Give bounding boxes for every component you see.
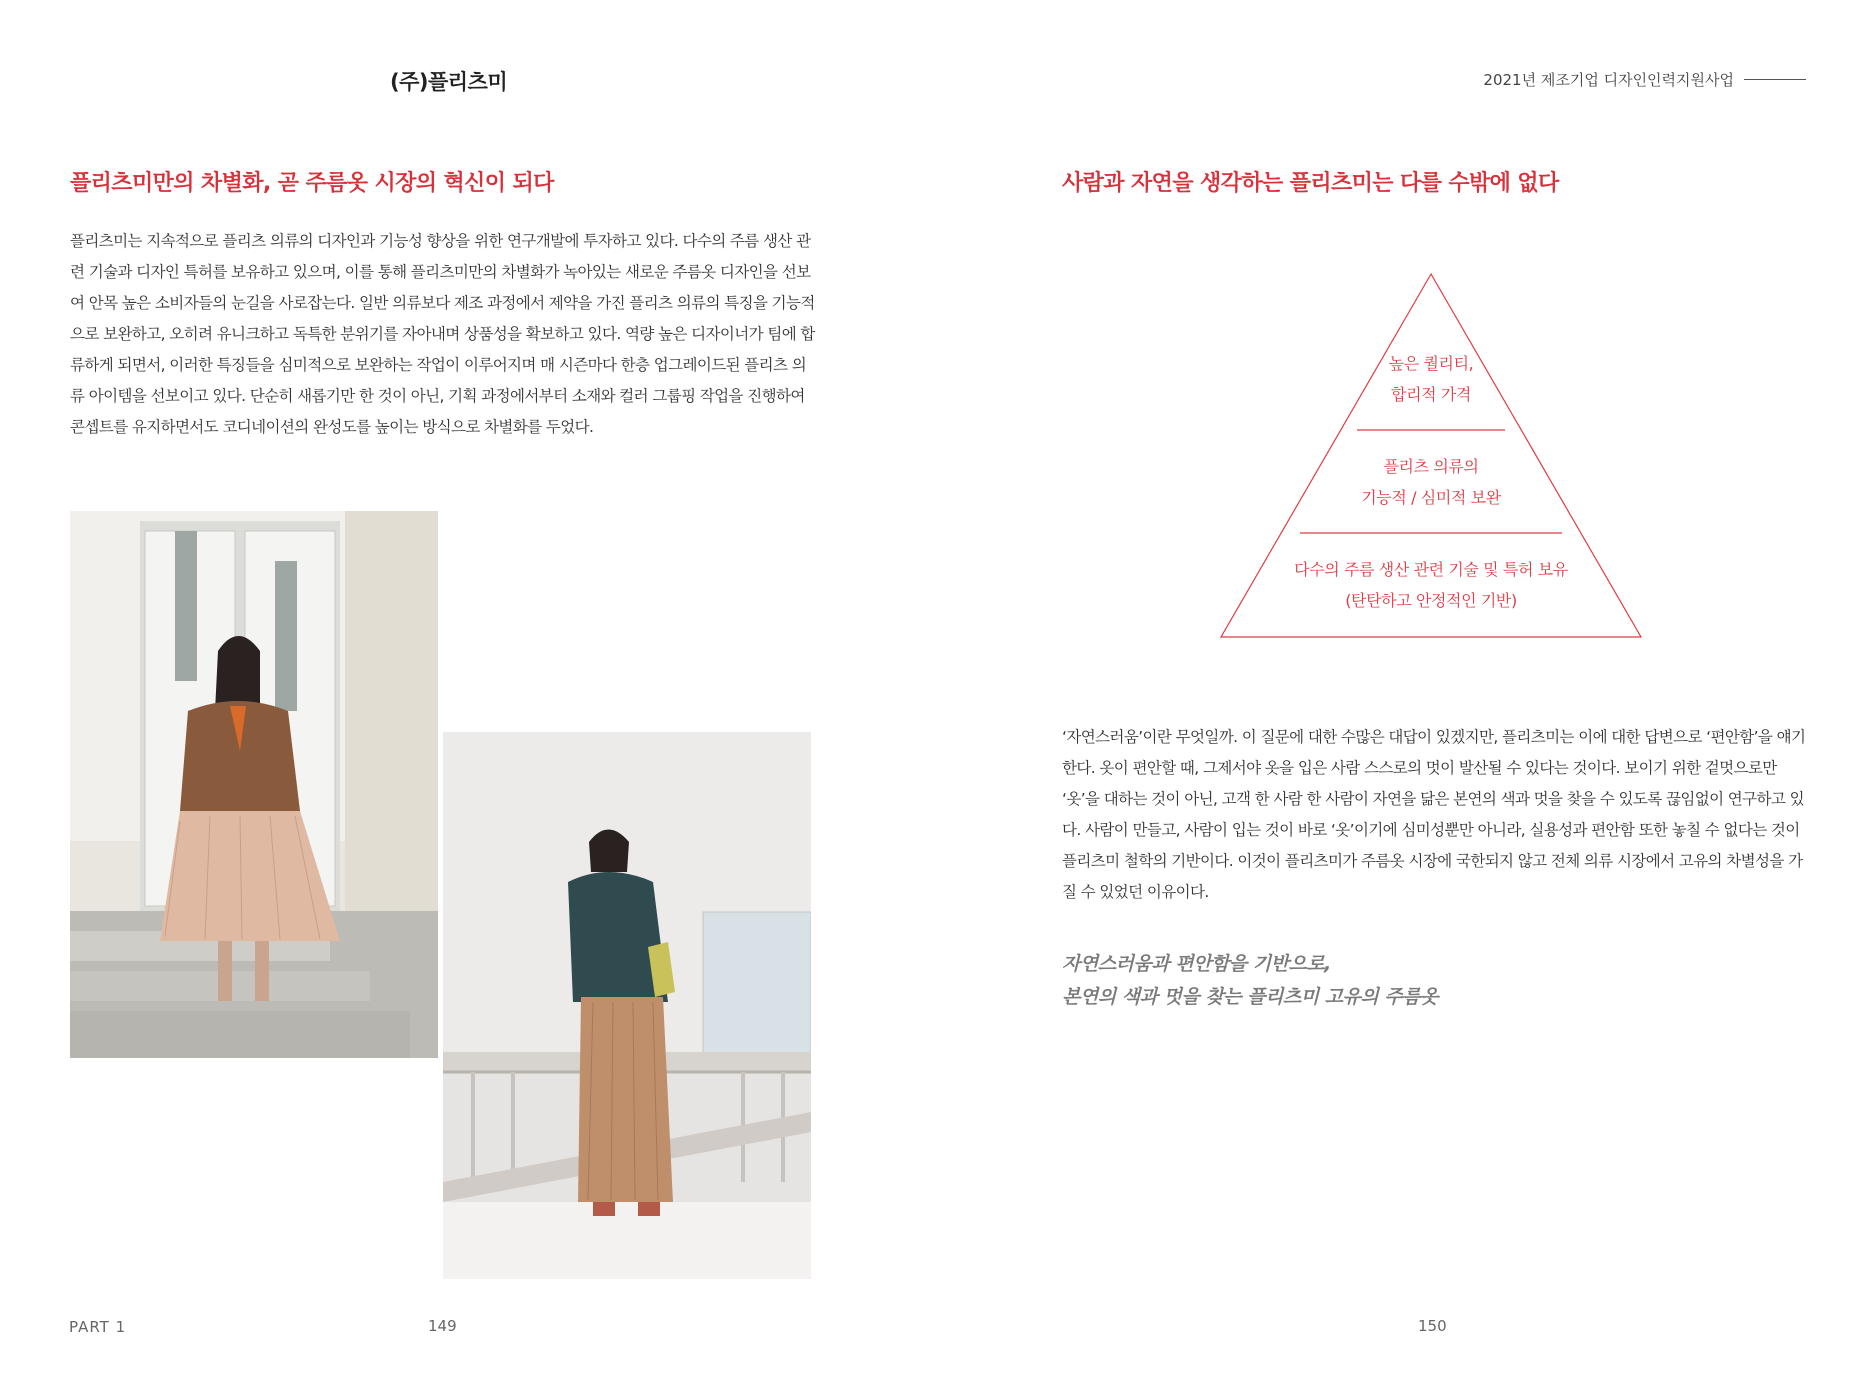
header-rule bbox=[1744, 79, 1806, 80]
right-heading: 사람과 자연을 생각하는 플리츠미는 다를 수밖에 없다 bbox=[1062, 171, 1559, 196]
tier-middle-line2: 기능적 / 심미적 보완 bbox=[1361, 488, 1501, 507]
tier-base-line2: (탄탄하고 안정적인 기반) bbox=[1345, 591, 1517, 610]
left-heading: 플리츠미만의 차별화, 곧 주름옷 시장의 혁신이 되다 bbox=[70, 171, 554, 196]
tier-base-line1: 다수의 주름 생산 관련 기술 및 특허 보유 bbox=[1294, 560, 1568, 579]
model-photo-green-top bbox=[443, 732, 811, 1279]
tier-top-line2: 합리적 가격 bbox=[1391, 385, 1471, 404]
page-number-left: 149 bbox=[428, 1317, 457, 1335]
model-photo-brown-sweater bbox=[70, 511, 438, 1058]
tier-top-line1: 높은 퀄리티, bbox=[1388, 354, 1474, 373]
right-paragraph: ‘자연스러움’이란 무엇일까. 이 질문에 대한 수많은 대답이 있겠지만, 플리츠미는 이에 대한 답변으로 ‘편안함’을 얘기한다. 옷이 편안할 때, 그제서야 옷을 입은 사람 스스로의 멋이 발산될 수 있다는 것이다. 보이기 위한 겉멋으로만 ‘옷’을 대하는 것이 아닌, 고객 한 사람 한 사람이 자연을 닮은 본연의 색과 멋을 찾을 수 있도록 끊임없이 연구하고 있다. 사람이 만들고, 사람이 입는 것이 바로 ‘옷’이기에 심미성뿐만 아니라, 실용성과 편안함 또한 놓칠 수 없다는 것이 플리츠미 철학의 기반이다. 이것이 플리츠미가 주름옷 시장에 국한되지 않고 전체 의류 시장에서 고유의 차별성을 가질 수 있었던 이유이다. bbox=[1062, 728, 1806, 901]
company-name: (주)플리츠미 bbox=[390, 70, 508, 94]
pyramid-tier-middle bbox=[1220, 451, 1642, 513]
left-paragraph: 플리츠미는 지속적으로 플리츠 의류의 디자인과 기능성 향상을 위한 연구개발에 투자하고 있다. 다수의 주름 생산 관련 기술과 디자인 특허를 보유하고 있으며, 이를 통해 플리츠미만의 차별화가 녹아있는 새로운 주름옷 디자인을 선보여 안목 높은 소비자들의 눈길을 사로잡는다. 일반 의류보다 제조 과정에서 제약을 가진 플리츠 의류의 특징을 기능적으로 보완하고, 오히려 유니크하고 독특한 분위기를 자아내며 상품성을 확보하고 있다. 역량 높은 디자이너가 팀에 합류하게 되면서, 이러한 특징들을 심미적으로 보완하는 작업이 이루어지며 매 시즌마다 한층 업그레이드된 플리츠 의류 아이템을 선보이고 있다. 단순히 새롭기만 한 것이 아닌, 기획 과정에서부터 소재와 컬러 그룹핑 작업을 진행하여 콘셉트를 유지하면서도 코디네이션의 완성도를 높이는 방식으로 차별화를 두었다. bbox=[70, 232, 815, 436]
part-label: PART 1 bbox=[69, 1318, 127, 1336]
pyramid-diagram bbox=[1220, 273, 1642, 639]
tier-middle-line1: 플리츠 의류의 bbox=[1383, 457, 1479, 476]
quote-line2: 본연의 색과 멋을 찾는 플리츠미 고유의 주름옷 bbox=[1062, 986, 1438, 1008]
page-number-right: 150 bbox=[1418, 1317, 1447, 1335]
pull-quote bbox=[1062, 948, 1438, 1014]
project-title bbox=[1483, 69, 1806, 90]
pyramid-tier-base bbox=[1220, 554, 1642, 616]
quote-line1: 자연스러움과 편안함을 기반으로, bbox=[1062, 953, 1331, 975]
project-title-text: 2021년 제조기업 디자인인력지원사업 bbox=[1483, 71, 1734, 89]
pyramid-tier-top bbox=[1220, 348, 1642, 410]
